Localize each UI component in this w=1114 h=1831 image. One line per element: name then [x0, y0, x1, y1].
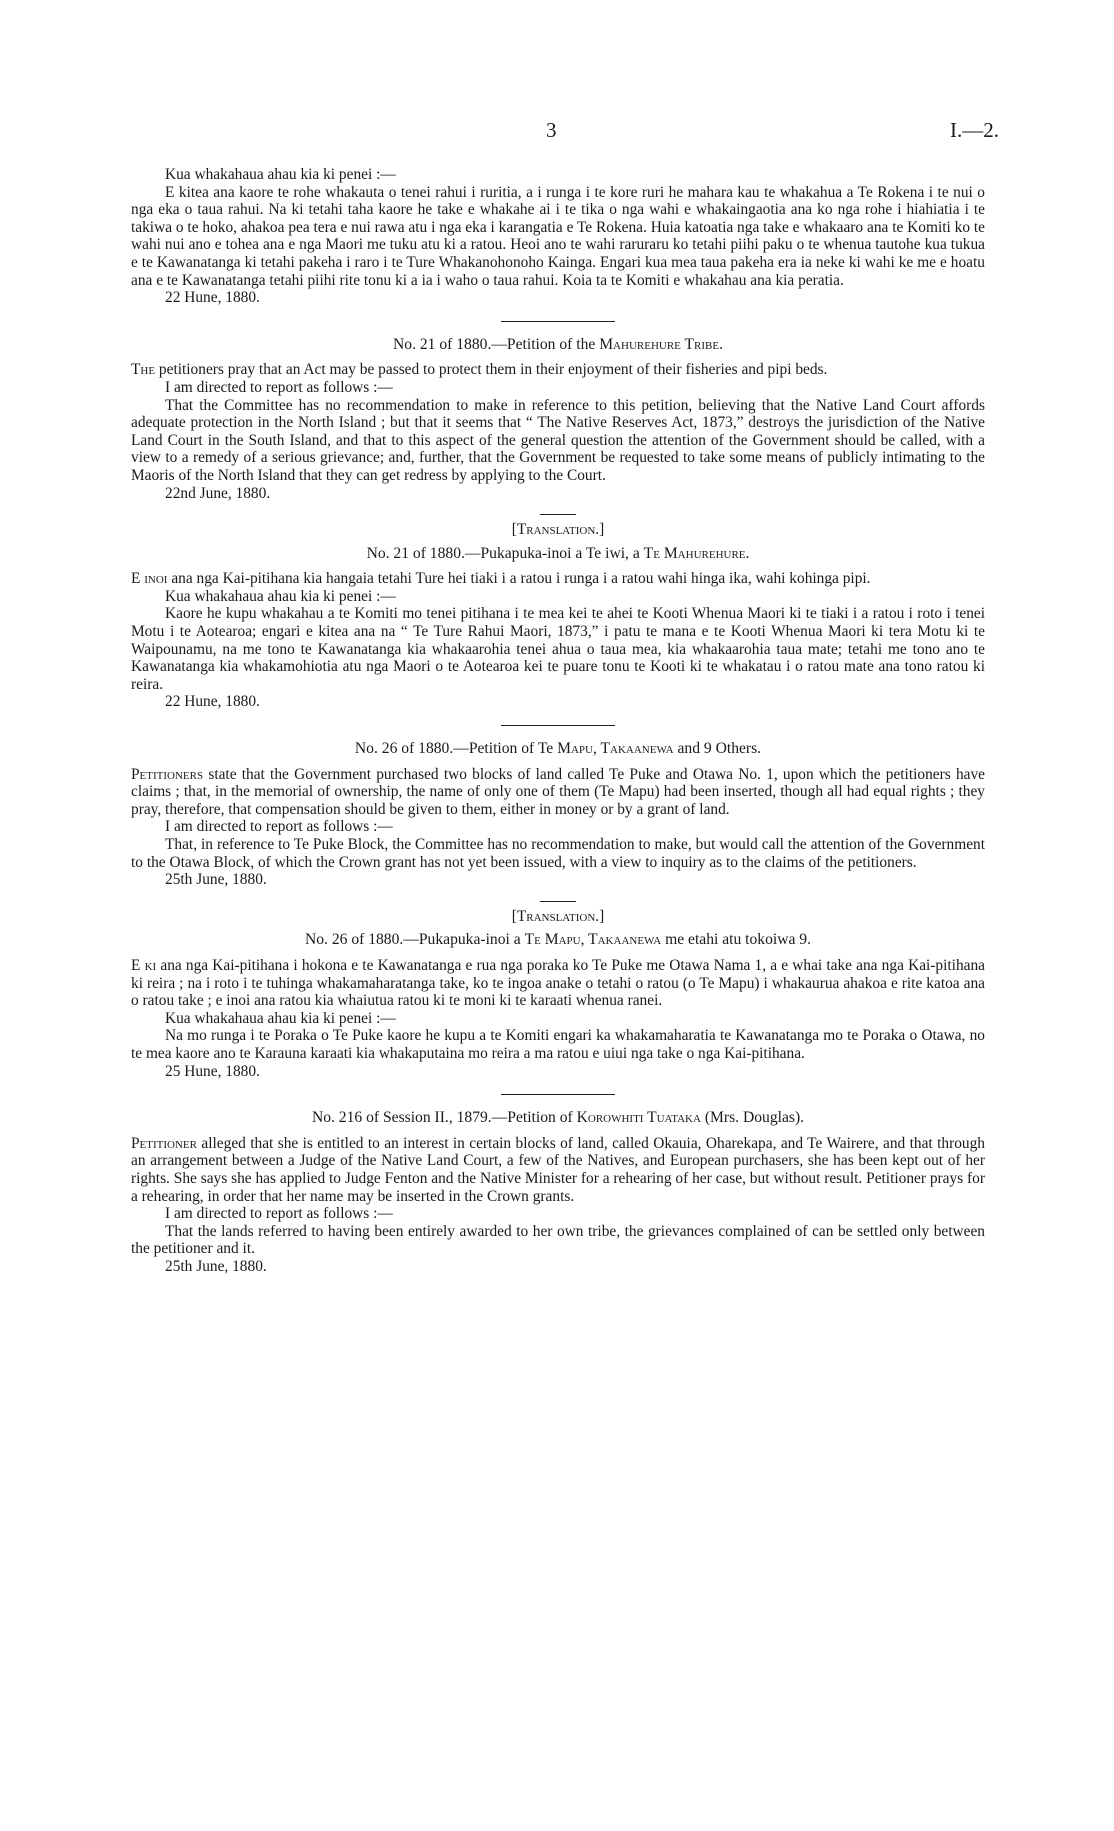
translation-label: [Translation.]: [511, 521, 605, 539]
section-title: No. 21 of 1880.—Petition of the Mahurehure Tribe.: [393, 335, 723, 353]
section-date: 25th June, 1880.: [165, 871, 267, 889]
section-divider: [501, 321, 615, 322]
section-date: 22 Hune, 1880.: [165, 693, 260, 711]
section-report: Na mo runga i te Poraka o Te Puke kaore he kupu a te Komiti engari ka whakamaharatia te Kawanatanga mo te Poraka o Otawa, no te mea kaore ano te Karauna karaati kia whakaputaina mo reira a ma ratou e uiui nga take o nga Kai-pitihana.: [131, 1027, 985, 1062]
section-date: 25th June, 1880.: [165, 1257, 267, 1275]
section-directed: Kua whakahaua ahau kia ki penei :—: [165, 1009, 396, 1027]
section-directed: I am directed to report as follows :—: [165, 378, 393, 396]
section-report: That, in reference to Te Puke Block, the Committee has no recommendation to make, but would call the attention of the Government to the Otawa Block, of which the Crown grant has not yet been issued, with a view to inquiry as to the claims of the petitioners.: [131, 836, 985, 871]
translation-divider: [540, 901, 576, 902]
section-report: That the lands referred to having been entirely awarded to her own tribe, the grievances complained of can be settled only between the petitioner and it.: [131, 1222, 985, 1258]
section-report: That the Committee has no recommendation to make in reference to this petition, believing that the Native Land Court affords adequate protection in the North Island ; but that it seems that “ The Native Reserves Act, 1873,” destroys the jurisdiction of the Native Land Court in the South Island, and that to this aspect of the general question the attention of the Government should be called, with a view to a remedy of a serious grievance; and, further, that the Government be requested to take some means of publicly intimating to the Maoris of the North Island that they can get redress by applying to the Court.: [131, 396, 985, 484]
section-summary: E inoi ana nga Kai-pitihana kia hangaia tetahi Ture hei tiaki i a ratou i runga i a ratou wahi hinga ika, wahi kohinga pipi.: [131, 570, 871, 588]
section-summary: E ki ana nga Kai-pitihana i hokona e te Kawanatanga e rua nga poraka ko Te Puke me Otawa Nama 1, a e whai take ana nga Kai-pitihana ki reira ; na i roto i te tuhinga whakamaharatanga take, ko te ingoa anake o tetahi o ratou (o Te Mapu) i whakaurua ahakoa e rite katoa ana o ratou take ; e inoi ana ratou kia whaiutua ratou ki te moni ki te karaati whenua ranei.: [131, 956, 985, 1010]
intro-body: E kitea ana kaore te rohe whakauta o tenei rahui i ruritia, a i runga i te kore ruri he mahara kau te whakahua a Te Rokena i te nui o nga eka o taua rahui. Na ki tetahi taha kaore he take e whakahe ai i te tika o nga wahi e whakaingaotia ana ko nga rohe i hiahiatia i te takiwa o te hoko, ahakoa pea tera e nui rawa atu i nga eka i karangatia e Te Rokena. Huia katoatia nga take e whakaaro ana te Komiti ko te wahi nui ano e tohea ana e nga Maori me tuku atu ki a ratou. Heoi ano te wahi raruraru ko tetahi piihi paku o te whenua tautohe kua tukua e te Kawanatanga ki tetahi pakeha i raro i te Ture Whakanohonoho Kainga. Engari kua mea taua pakeha era ia neke ki wahi ke me e hoatu ana e te Kawanatanga tetahi piihi rite tonu ki a ia i waho o taua rahui. Koia ta te Komiti e whakahau ana kia peratia.: [131, 183, 985, 289]
translation-divider: [540, 514, 576, 515]
section-summary: Petitioner alleged that she is entitled to an interest in certain blocks of land, called Okauia, Oharekapa, and Te Wairere, and that through an arrangement between a Judge of the Native Land Court, a few of the Natives, and European purchasers, she has been kept out of her rights. She says she has applied to Judge Fenton and the Native Minister for a rehearing of her case, but without result. Petitioner prays for a rehearing, in order that her name may be inserted in the Crown grants.: [131, 1134, 985, 1205]
section-directed: I am directed to report as follows :—: [165, 818, 393, 836]
section-summary: The petitioners pray that an Act may be passed to protect them in their enjoyment of their fisheries and pipi beds.: [131, 361, 828, 379]
page-content: [131, 166, 985, 1279]
document-reference: I.—2.: [950, 118, 999, 142]
section-title: No. 216 of Session II., 1879.—Petition of Korowhiti Tuataka (Mrs. Douglas).: [311, 1109, 805, 1127]
section-divider: [501, 1094, 615, 1095]
section-date: 22nd June, 1880.: [165, 484, 271, 502]
translation-label: [Translation.]: [511, 907, 605, 925]
section-date: 25 Hune, 1880.: [165, 1062, 260, 1080]
section-directed: Kua whakahaua ahau kia ki penei :—: [165, 587, 396, 605]
section-title: No. 26 of 1880.—Pukapuka-inoi a Te Mapu, Takaanewa me etahi atu tokoiwa 9.: [304, 931, 812, 949]
intro-lead: Kua whakahaua ahau kia ki penei :—: [165, 166, 396, 183]
section-directed: I am directed to report as follows :—: [165, 1205, 393, 1223]
section-title: No. 26 of 1880.—Petition of Te Mapu, Takaanewa and 9 Others.: [354, 740, 762, 758]
section-divider: [501, 725, 615, 726]
intro-date: 22 Hune, 1880.: [165, 289, 260, 307]
section-title: No. 21 of 1880.—Pukapuka-inoi a Te iwi, a Te Mahurehure.: [366, 544, 750, 562]
page-number: 3: [546, 118, 557, 142]
section-summary: Petitioners state that the Government purchased two blocks of land called Te Puke and Otawa No. 1, upon which the petitioners have claims ; that, in the memorial of ownership, the name of only one of them (Te Mapu) had been inserted, though all had equal rights ; they pray, therefore, that compensation should be given to them, either in money or by a grant of land.: [131, 765, 985, 818]
section-report: Kaore he kupu whakahau a te Komiti mo tenei pitihana i te mea kei te ahei te Kooti Whenua Maori ki te tiaki i a ratou i roto i tenei Motu i te Aotearoa; engari e kitea ana na “ Te Ture Rahui Maori, 1873,” i patu te mana e te Kooti Whenua Maori ki tera Motu ki te Waipounamu, na me tono te Kawanatanga kia whakaarohia tenei ahua o taua mea, kia whakaarohia taua mate; tetahi me tono ano te Kawanatanga kia whakamohiotia atu nga Maori o te Aotearoa kei te puare tonu te Kooti ki te whakatau i o ratou mate ana tono ratou ki reira.: [131, 605, 985, 693]
